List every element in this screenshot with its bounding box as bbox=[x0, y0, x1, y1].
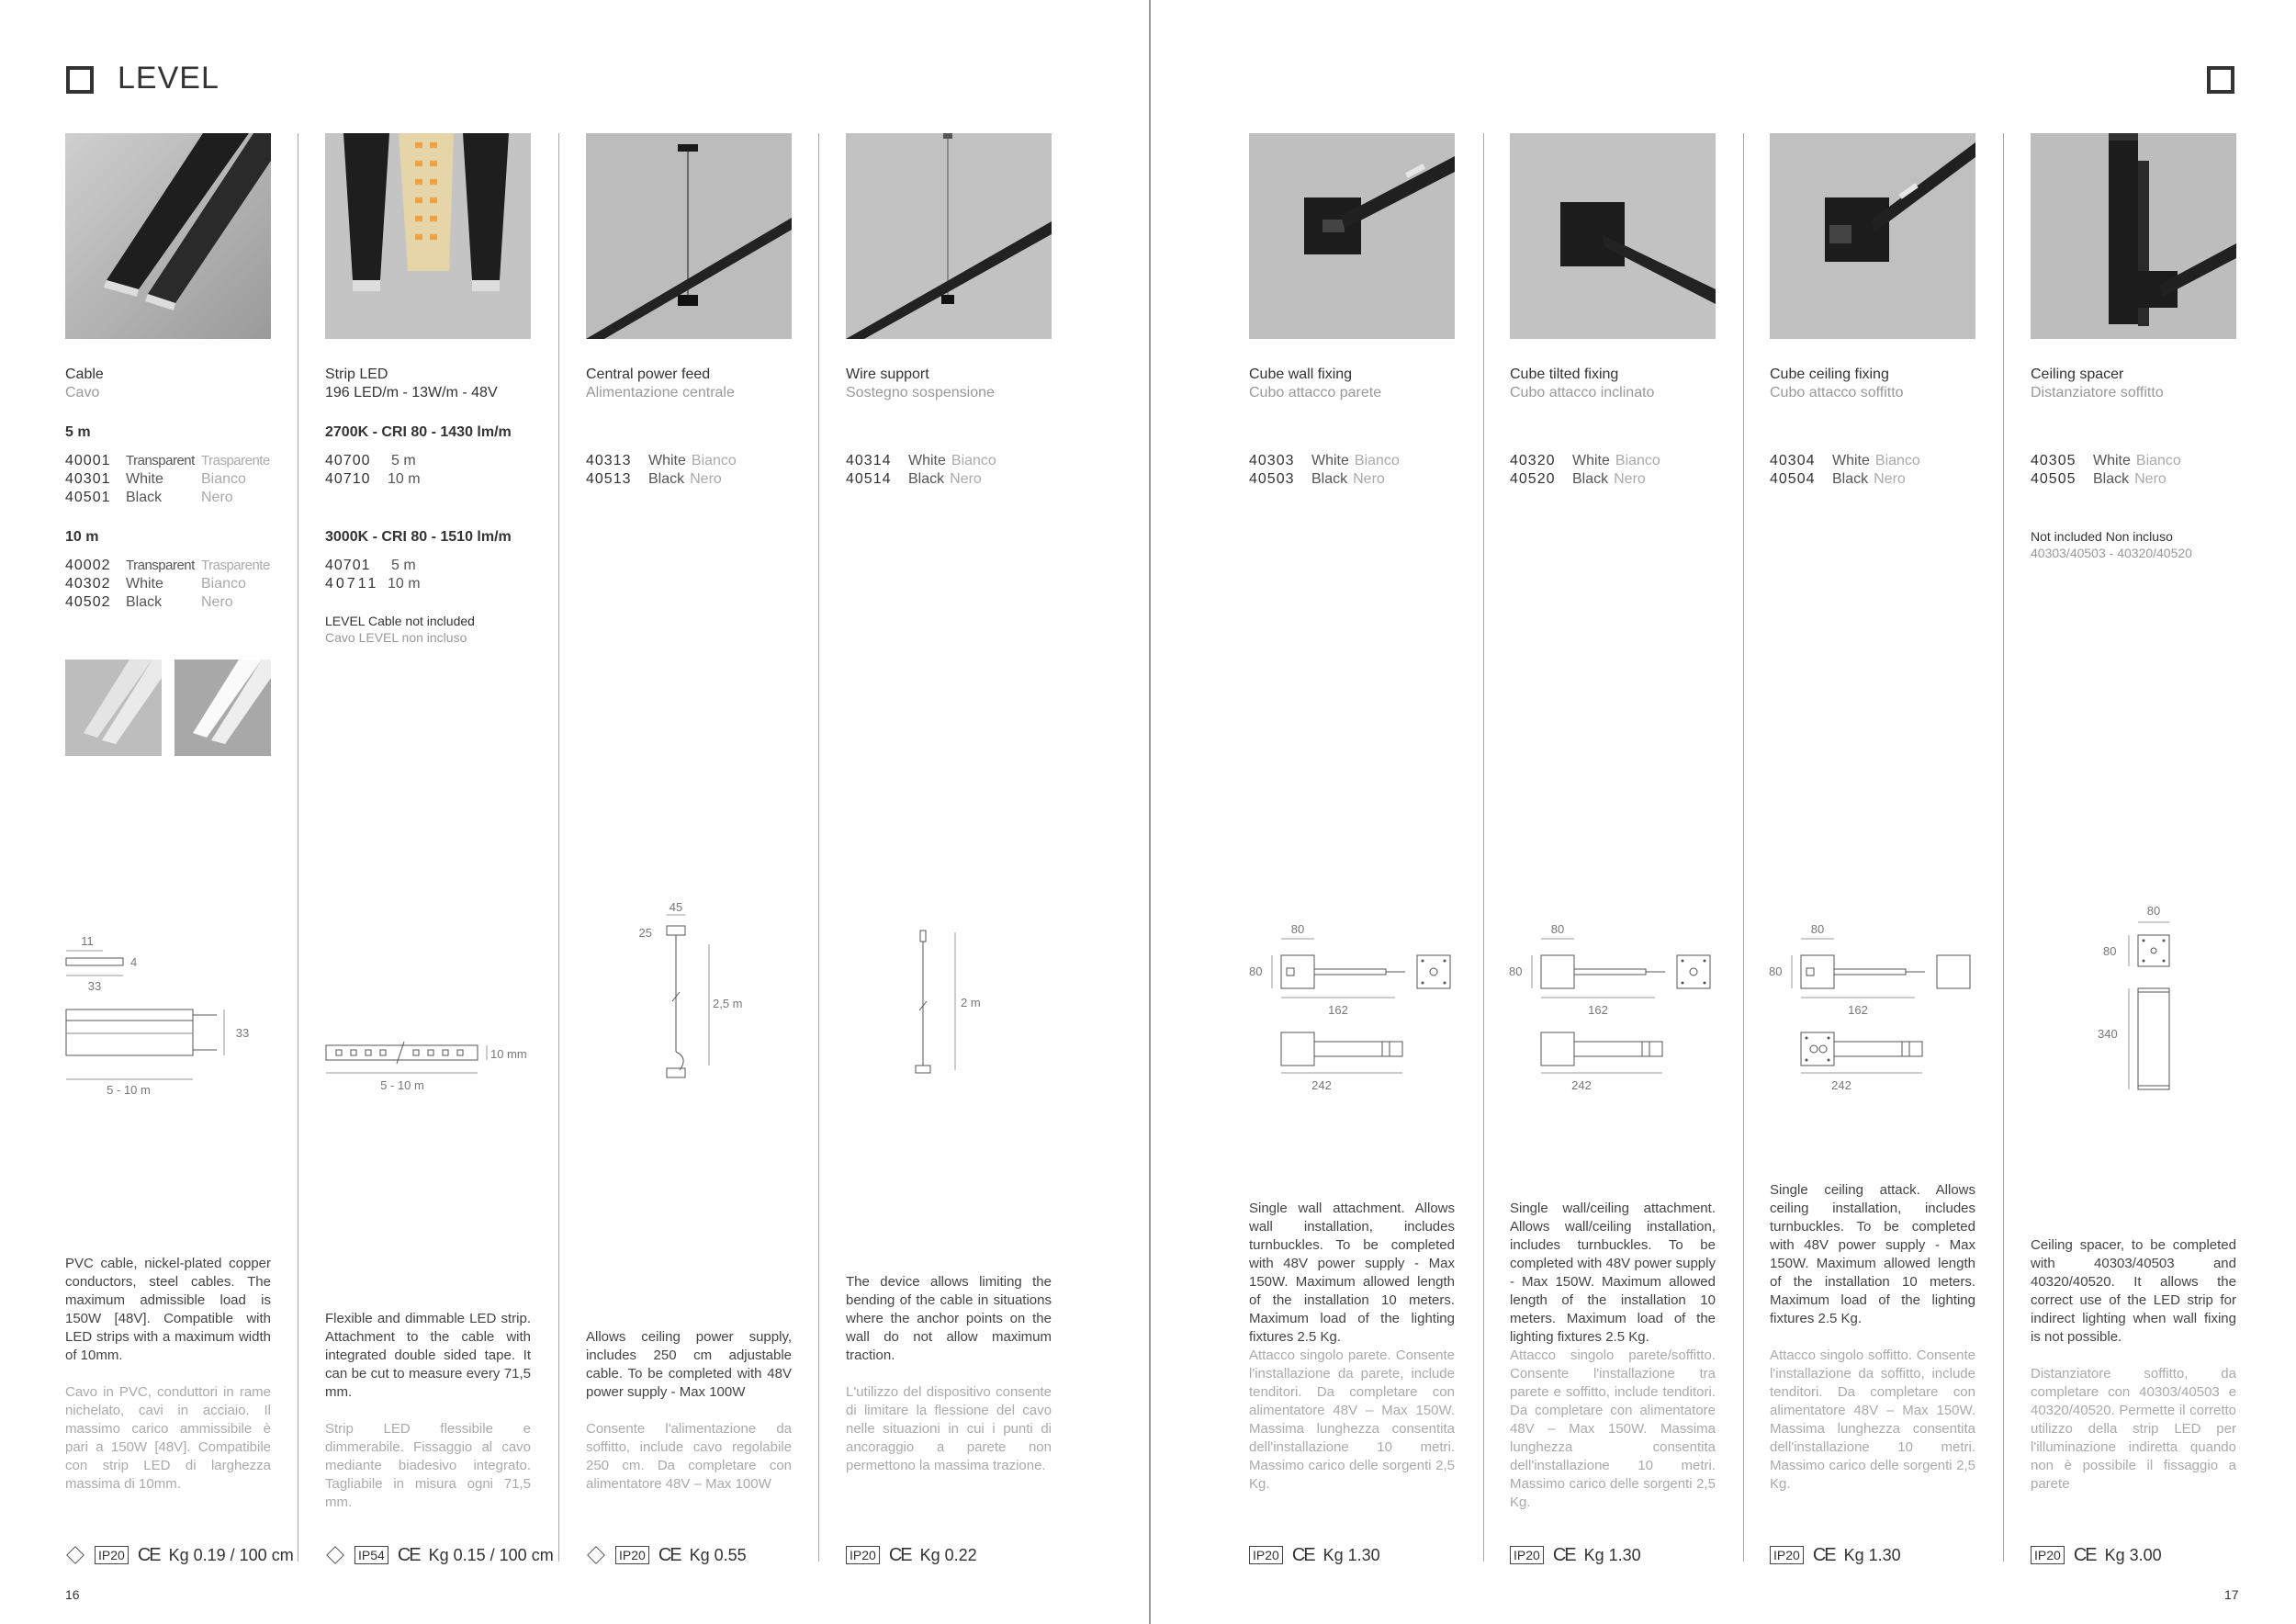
spec-footer bbox=[1770, 1543, 1901, 1567]
description-it: Attacco singolo parete/soffitto. Consente l'installazione tra parete e soffitto, include tenditori. Da completare con alimentatore 48V – Max 150W. Massima lunghezza consentita dell'installazione 10 metri. Massimo carico delle sorgenti 2,5 Kg. bbox=[1510, 1348, 1716, 1510]
description-it: L'utilizzo del dispositivo consente di limitare la flessione del cavo nelle situazioni in cui i punti di ancoraggio a parete non permettono la massima trazione. bbox=[846, 1384, 1052, 1473]
spec-footer bbox=[325, 1543, 554, 1567]
product-name-it: Cubo attacco parete bbox=[1249, 385, 1382, 400]
description-en: Single wall attachment. Allows wall installation, includes turnbuckles. To be completed with 48V power supply - Max 150W. Maximum allowed length of the installation 10 meters. Maximum load of the lighting fixtures 2.5 Kg. bbox=[1249, 1201, 1455, 1345]
variant-row: 40503 Black Nero bbox=[1249, 471, 1385, 487]
svg-text:340: 340 bbox=[2098, 1027, 2118, 1041]
page-number-right: 17 bbox=[2224, 1587, 2239, 1602]
variant-row: 40320 White Bianco bbox=[1510, 453, 1660, 468]
product-name: Cube tilted fixing bbox=[1510, 367, 1619, 382]
description-it: Cavo in PVC, conduttori in rame nichelato, cavi in acciaio. Il massimo carico ammissibile è pari a 150W [48V]. Compatibile con strip LED di larghezza massima di 10mm. bbox=[65, 1384, 271, 1492]
cube-ceiling-product-photo bbox=[1770, 133, 1975, 339]
cable-technical-drawing bbox=[55, 923, 276, 1098]
svg-text:2,5 m: 2,5 m bbox=[713, 997, 743, 1010]
column-divider bbox=[1483, 133, 1484, 1562]
ce-mark-icon: CE bbox=[1552, 1544, 1575, 1565]
cct-label: 3000K - CRI 80 - 1510 lm/m bbox=[325, 529, 512, 545]
ceiling-spacer-product-photo bbox=[2031, 133, 2236, 339]
variant-row: 40710 10 m bbox=[325, 471, 421, 487]
product-spec: 196 LED/m - 13W/m - 48V bbox=[325, 385, 498, 400]
cable-detail-photo bbox=[174, 660, 271, 756]
cube-tilted-product-photo bbox=[1510, 133, 1716, 339]
variant-row: 40504 Black Nero bbox=[1770, 471, 1906, 487]
svg-text:4: 4 bbox=[130, 955, 138, 969]
product-name-it: Sostegno sospensione bbox=[846, 385, 995, 400]
product-name: Cube ceiling fixing bbox=[1770, 367, 1889, 382]
ip-rating-badge: IP20 bbox=[2031, 1546, 2065, 1564]
variant-row: 40314 White Bianco bbox=[846, 453, 996, 468]
power-feed-product-photo bbox=[586, 133, 792, 339]
spec-footer bbox=[2031, 1543, 2162, 1567]
variant-row: 40700 5 m bbox=[325, 453, 416, 468]
weight-label: Kg 0.22 bbox=[919, 1545, 977, 1564]
cube-tilted-technical-drawing bbox=[1504, 919, 1725, 1102]
cable-product-photo bbox=[65, 133, 271, 339]
svg-text:242: 242 bbox=[1831, 1078, 1851, 1092]
description-en: Flexible and dimmable LED strip. Attachment to the cable with integrated double sided tape. It can be cut to measure every 71,5 mm. bbox=[325, 1311, 531, 1400]
variant-row: 40305 White Bianco bbox=[2031, 453, 2181, 468]
svg-text:162: 162 bbox=[1328, 1003, 1348, 1017]
cube-wall-product-photo bbox=[1249, 133, 1455, 339]
class-iii-icon bbox=[66, 1546, 84, 1564]
product-name: Strip LED bbox=[325, 367, 388, 382]
svg-text:80: 80 bbox=[1509, 964, 1523, 978]
ce-mark-icon: CE bbox=[2073, 1544, 2096, 1565]
description-it: Distanziatore soffitto, da completare con 40303/40503 e 40320/40520. Permette il corretto utilizzo della strip LED per l'illuminazione indiretta quando non è possibile il fissaggio a parete bbox=[2031, 1366, 2236, 1492]
class-iii-icon bbox=[326, 1546, 344, 1564]
ip-rating-badge: IP20 bbox=[615, 1546, 649, 1564]
product-name-it: Cubo attacco soffitto bbox=[1770, 385, 1904, 400]
ip-rating-badge: IP20 bbox=[1770, 1546, 1804, 1564]
ce-mark-icon: CE bbox=[1291, 1544, 1314, 1565]
note-en: LEVEL Cable not included bbox=[325, 614, 475, 628]
ce-mark-icon: CE bbox=[1812, 1544, 1835, 1565]
square-logo-icon bbox=[66, 66, 94, 94]
description-en: Single wall/ceiling attachment. Allows wall/ceiling installation, includes turnbuckles. To be completed with 48V power supply - Max 150W. Maximum allowed length of the installation 10 meters. Maximum load of the lighting fixtures 2.5 Kg. bbox=[1510, 1201, 1716, 1345]
page-number-left: 16 bbox=[65, 1587, 80, 1602]
weight-label: Kg 1.30 bbox=[1322, 1545, 1380, 1564]
column-divider bbox=[558, 133, 559, 1562]
svg-text:2 m: 2 m bbox=[961, 996, 981, 1009]
product-name: Cube wall fixing bbox=[1249, 367, 1353, 382]
product-name: Central power feed bbox=[586, 367, 711, 382]
variant-row: 40001 Transparent Trasparente bbox=[65, 453, 270, 468]
svg-text:10 mm: 10 mm bbox=[490, 1047, 527, 1061]
ce-mark-icon: CE bbox=[888, 1544, 911, 1565]
note-it: 40303/40503 - 40320/40520 bbox=[2031, 546, 2192, 560]
svg-text:242: 242 bbox=[1571, 1078, 1592, 1092]
svg-text:162: 162 bbox=[1848, 1003, 1868, 1017]
variant-row: 40502 Black Nero bbox=[65, 594, 233, 610]
svg-text:80: 80 bbox=[1249, 964, 1263, 978]
variant-row: 40701 5 m bbox=[325, 558, 416, 573]
spec-footer bbox=[1249, 1543, 1380, 1567]
description-it: Strip LED flessibile e dimmerabile. Fissaggio al cavo mediante biadesivo integrato. Tagliabile in misura ogni 71,5 mm. bbox=[325, 1421, 531, 1510]
cct-label: 2700K - CRI 80 - 1430 lm/m bbox=[325, 424, 512, 440]
weight-label: Kg 0.15 / 100 cm bbox=[428, 1545, 554, 1564]
svg-text:80: 80 bbox=[1769, 964, 1783, 978]
ceiling-spacer-technical-drawing bbox=[2085, 900, 2195, 1102]
svg-text:45: 45 bbox=[669, 900, 683, 914]
svg-text:11: 11 bbox=[81, 934, 94, 948]
ce-mark-icon: CE bbox=[658, 1544, 681, 1565]
variant-row: 40002 Transparent Trasparente bbox=[65, 558, 270, 573]
weight-label: Kg 1.30 bbox=[1583, 1545, 1641, 1564]
wire-support-technical-drawing bbox=[900, 923, 1010, 1088]
column-divider bbox=[2003, 133, 2004, 1562]
cube-ceiling-technical-drawing bbox=[1764, 919, 1985, 1102]
product-name-it: Cavo bbox=[65, 385, 100, 400]
power-feed-technical-drawing bbox=[625, 900, 771, 1093]
product-name: Ceiling spacer bbox=[2031, 367, 2124, 382]
weight-label: Kg 0.19 / 100 cm bbox=[168, 1545, 294, 1564]
product-name: Cable bbox=[65, 367, 104, 382]
svg-text:33: 33 bbox=[235, 1026, 250, 1040]
note-en: Not included Non incluso bbox=[2031, 529, 2173, 544]
variant-row: 40505 Black Nero bbox=[2031, 471, 2167, 487]
product-name-it: Alimentazione centrale bbox=[586, 385, 735, 400]
variant-row: 40303 White Bianco bbox=[1249, 453, 1400, 468]
ip-rating-badge: IP20 bbox=[1249, 1546, 1283, 1564]
variant-row: 40513 Black Nero bbox=[586, 471, 722, 487]
variant-row: 40711 10 m bbox=[325, 576, 421, 592]
variant-row: 40501 Black Nero bbox=[65, 490, 233, 505]
description-en: PVC cable, nickel-plated copper conductors, steel cables. The maximum admissible load is 150W [48V]. Compatible with LED strips with a maximum width of 10mm. bbox=[65, 1256, 271, 1363]
svg-text:5 - 10 m: 5 - 10 m bbox=[380, 1078, 424, 1092]
description-it: Attacco singolo parete. Consente l'installazione da parete, include tenditori. Da completare con alimentatore 48V – Max 150W. Massima lunghezza consentita dell'installazione 10 metri. Massimo carico delle sorgenti 2,5 Kg. bbox=[1249, 1348, 1455, 1492]
strip-led-product-photo bbox=[325, 133, 531, 339]
variant-row: 40514 Black Nero bbox=[846, 471, 982, 487]
column-divider bbox=[1743, 133, 1744, 1562]
ce-mark-icon: CE bbox=[397, 1544, 420, 1565]
svg-text:162: 162 bbox=[1588, 1003, 1608, 1017]
spec-footer bbox=[65, 1543, 294, 1567]
square-logo-icon-right bbox=[2207, 66, 2234, 94]
svg-text:33: 33 bbox=[87, 979, 102, 993]
svg-text:5 - 10 m: 5 - 10 m bbox=[107, 1083, 151, 1097]
page-spine bbox=[1149, 0, 1151, 1624]
length-label: 5 m bbox=[65, 424, 91, 440]
description-en: Single ceiling attack. Allows ceiling installation, includes turnbuckles. To be completed with 48V power supply - Max 150W. Maximum allowed length of the installation 10 meters. Maximum load of the lighting fixtures 2.5 Kg. bbox=[1770, 1182, 1975, 1326]
description-it: Consente l'alimentazione da soffitto, include cavo regolabile 250 cm. Da completare con alimentatore 48V – Max 100W bbox=[586, 1421, 792, 1492]
spec-footer bbox=[1510, 1543, 1641, 1567]
ip-rating-badge: IP20 bbox=[95, 1546, 129, 1564]
description-it: Attacco singolo soffitto. Consente l'installazione da soffitto, include tenditori. Da completare con alimentatore 48V – Max 150W. Massima lunghezza consentita dell'installazione 10 metri. Massimo carico delle sorgenti 2,5 Kg. bbox=[1770, 1348, 1975, 1492]
wire-support-product-photo bbox=[846, 133, 1052, 339]
weight-label: Kg 1.30 bbox=[1843, 1545, 1901, 1564]
description-en: The device allows limiting the bending of the cable in situations where the anchor points on the wall do not allow maximum traction. bbox=[846, 1274, 1052, 1363]
svg-text:80: 80 bbox=[1550, 922, 1565, 936]
product-name: Wire support bbox=[846, 367, 929, 382]
column-divider bbox=[818, 133, 819, 1562]
variant-row: 40301 White Bianco bbox=[65, 471, 246, 487]
variant-row: 40313 White Bianco bbox=[586, 453, 737, 468]
cable-detail-photo bbox=[65, 660, 162, 756]
description-en: Allows ceiling power supply, includes 250 cm adjustable cable. To be completed with 48V power supply - Max 100W bbox=[586, 1329, 792, 1400]
spec-footer bbox=[586, 1543, 747, 1567]
cube-wall-technical-drawing bbox=[1244, 919, 1465, 1102]
length-label: 10 m bbox=[65, 529, 99, 545]
product-name-it: Distanziatore soffitto bbox=[2031, 385, 2164, 400]
variant-row: 40304 White Bianco bbox=[1770, 453, 1920, 468]
ce-mark-icon: CE bbox=[137, 1544, 160, 1565]
ip-rating-badge: IP54 bbox=[355, 1546, 388, 1564]
class-iii-icon bbox=[587, 1546, 605, 1564]
strip-led-technical-drawing bbox=[321, 1029, 542, 1102]
svg-text:80: 80 bbox=[2103, 944, 2117, 958]
weight-label: Kg 3.00 bbox=[2104, 1545, 2162, 1564]
description-en: Ceiling spacer, to be completed with 40303/40503 and 40320/40520. It allows the correct use of the LED strip for indirect lighting when wall fixing is not possible. bbox=[2031, 1237, 2236, 1345]
variant-row: 40520 Black Nero bbox=[1510, 471, 1646, 487]
ip-rating-badge: IP20 bbox=[846, 1546, 880, 1564]
ip-rating-badge: IP20 bbox=[1510, 1546, 1544, 1564]
page-title: LEVEL bbox=[118, 61, 219, 96]
weight-label: Kg 0.55 bbox=[689, 1545, 747, 1564]
product-name-it: Cubo attacco inclinato bbox=[1510, 385, 1655, 400]
svg-text:80: 80 bbox=[1810, 922, 1825, 936]
spec-footer bbox=[846, 1543, 977, 1567]
note-it: Cavo LEVEL non incluso bbox=[325, 630, 467, 645]
svg-text:80: 80 bbox=[2146, 904, 2161, 918]
variant-row: 40302 White Bianco bbox=[65, 576, 246, 592]
svg-text:242: 242 bbox=[1311, 1078, 1332, 1092]
svg-text:25: 25 bbox=[638, 926, 652, 940]
svg-text:80: 80 bbox=[1290, 922, 1305, 936]
